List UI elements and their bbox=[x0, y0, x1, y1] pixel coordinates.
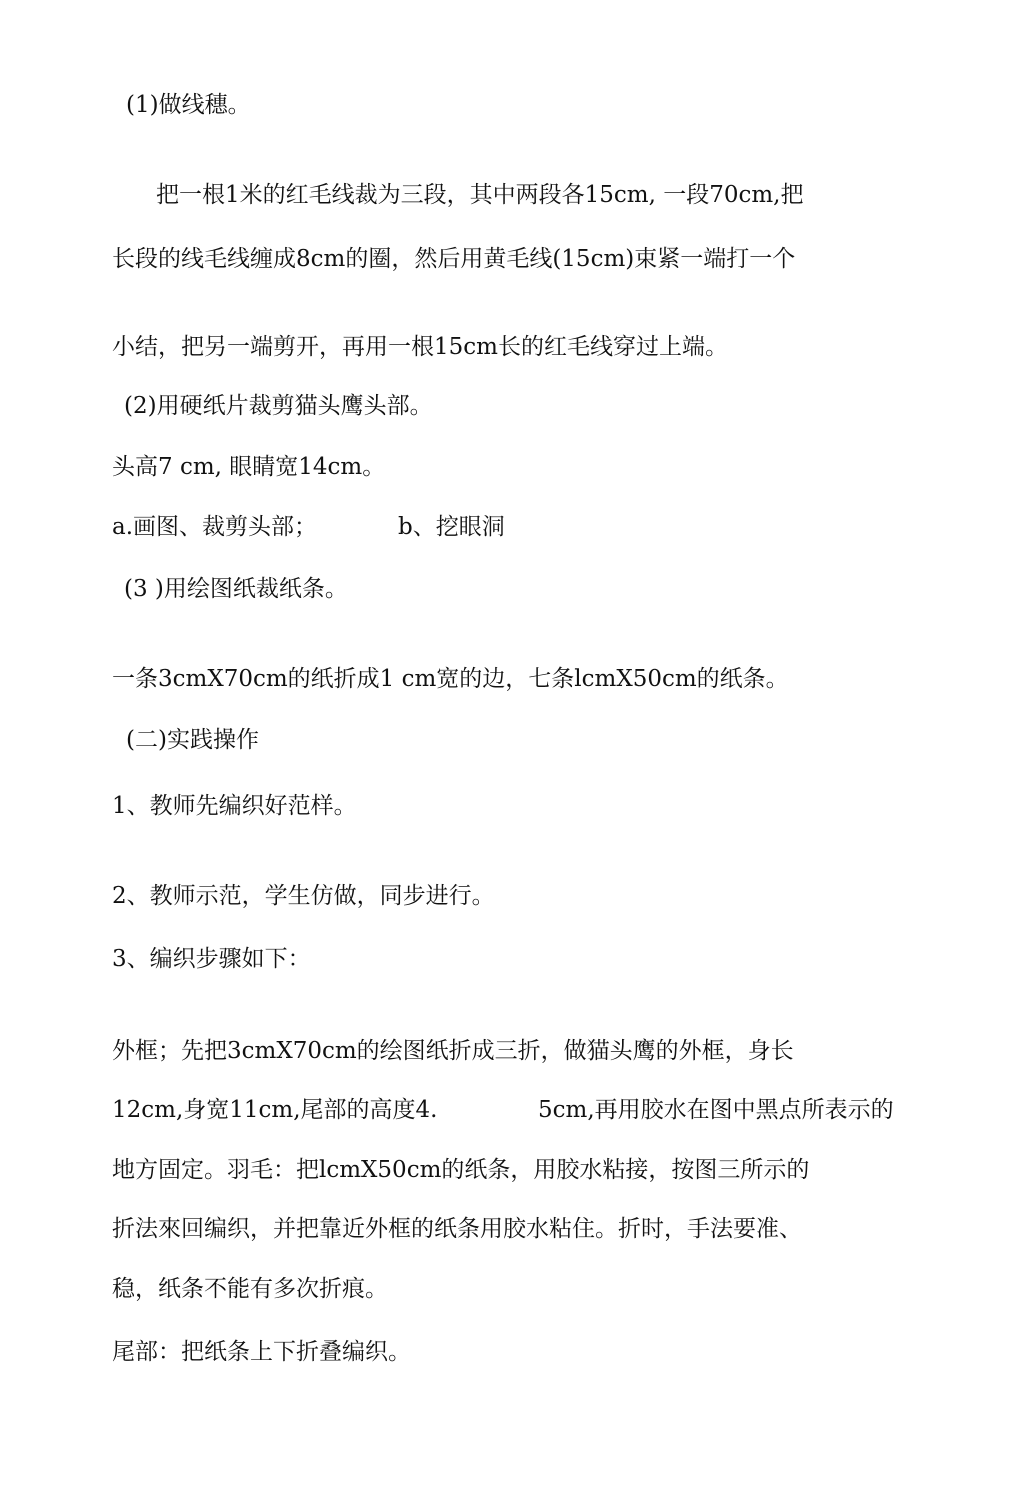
section-heading bbox=[126, 725, 259, 755]
paragraph-line bbox=[112, 452, 385, 482]
text: 2、教师示范，学生仿做，同步进行。 bbox=[112, 883, 495, 909]
paragraph-line bbox=[112, 664, 789, 694]
text: 3、编织步骤如下： bbox=[112, 946, 311, 972]
step-2-heading bbox=[124, 391, 433, 421]
text: a.画图、裁剪头部； bbox=[112, 514, 318, 540]
paragraph-line bbox=[156, 180, 803, 210]
text: 稳，纸条不能有多次折痕。 bbox=[112, 1276, 388, 1302]
paragraph-line bbox=[112, 244, 795, 274]
sub-steps-line bbox=[112, 512, 317, 542]
list-item bbox=[112, 944, 311, 974]
text: 1、教师先编织好范样。 bbox=[112, 793, 357, 819]
text: 折法來回编织，并把靠近外框的纸条用胶水粘住。折时，手法要准、 bbox=[112, 1216, 802, 1242]
text: (3 )用绘图纸裁纸条。 bbox=[124, 576, 348, 602]
text: 小结，把另一端剪开，再用一根15cm长的红毛线穿过上端。 bbox=[112, 334, 728, 360]
text: 一条3cmX70cm的纸折成1 cm宽的边，七条lcmX50cm的纸条。 bbox=[112, 666, 789, 692]
step-1-heading bbox=[126, 90, 251, 120]
text: (二)实践操作 bbox=[126, 727, 259, 753]
paragraph-line bbox=[112, 1155, 809, 1185]
paragraph-line bbox=[112, 1274, 388, 1304]
text: 把一根1米的红毛线裁为三段，其中两段各15cm, 一段70cm,把 bbox=[156, 182, 804, 208]
step-3-heading bbox=[124, 574, 348, 604]
paragraph-line bbox=[112, 1036, 794, 1066]
paragraph-line bbox=[112, 332, 728, 362]
text: (2)用硬纸片裁剪猫头鹰头部。 bbox=[124, 393, 433, 419]
sub-steps-line bbox=[398, 512, 505, 542]
text: 5cm,再用胶水在图中黑点所表示的 bbox=[538, 1097, 894, 1123]
list-item bbox=[112, 881, 495, 911]
text: 12cm,身宽11cm,尾部的高度4. bbox=[112, 1097, 438, 1123]
text: 尾部：把纸条上下折叠编织。 bbox=[112, 1339, 411, 1365]
text: b、挖眼洞 bbox=[398, 514, 505, 540]
paragraph-line bbox=[112, 1214, 802, 1244]
paragraph-line bbox=[112, 1095, 437, 1125]
text: 外框；先把3cmX70cm的绘图纸折成三折，做猫头鹰的外框，身长 bbox=[112, 1038, 794, 1064]
text: 长段的线毛线缠成8cm的圈，然后用黄毛线(15cm)束紧一端打一个 bbox=[112, 246, 796, 272]
paragraph-line bbox=[112, 1337, 411, 1367]
paragraph-line bbox=[538, 1095, 894, 1125]
text: 头高7 cm, 眼睛宽14cm。 bbox=[112, 454, 386, 480]
text: 地方固定。羽毛：把lcmX50cm的纸条，用胶水粘接，按图三所示的 bbox=[112, 1157, 810, 1183]
text: (1)做线穗。 bbox=[126, 92, 251, 118]
list-item bbox=[112, 791, 357, 821]
